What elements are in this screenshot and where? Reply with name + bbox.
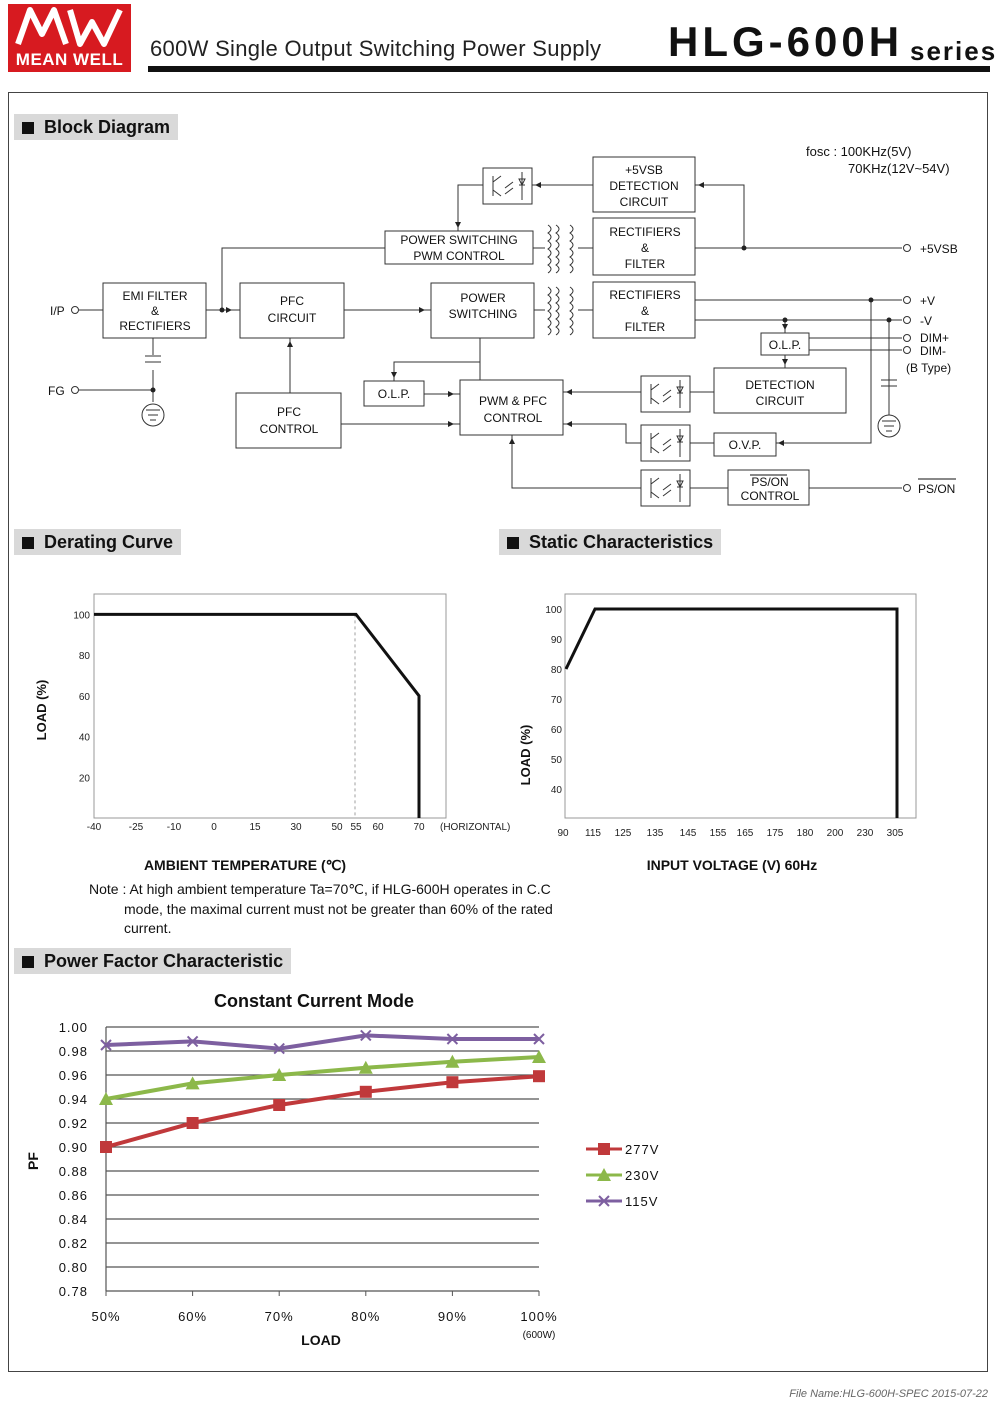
x-tick-label: 80%: [351, 1309, 381, 1324]
derating-note-line-3: current.: [124, 920, 172, 936]
derating-note-line-1: Note : At high ambient temperature Ta=70℃, if HLG-600H operates in C.C: [89, 881, 551, 897]
series-line: [106, 1035, 539, 1048]
x-tick-label: 200: [826, 828, 844, 839]
section-title: Derating Curve: [44, 532, 174, 552]
block-label-olp_in: O.L.P.: [377, 387, 411, 401]
x-tick-label: 90%: [437, 1309, 467, 1324]
block-label-ovp: O.V.P.: [728, 438, 762, 452]
y-tick-label: 60: [550, 725, 562, 736]
block-label-psw_pwm: POWER SWITCHING: [400, 233, 518, 247]
x-tick-label: -10: [166, 822, 182, 833]
series-115V: [101, 1030, 544, 1053]
block-label-vsb_det: DETECTION: [609, 179, 679, 193]
x-tick-label: 145: [679, 828, 697, 839]
x-tick-label: 90: [557, 828, 569, 839]
x-axis-label: LOAD: [301, 1332, 341, 1348]
data-point: [187, 1117, 199, 1129]
terminal-dim-minus: DIM-: [920, 344, 946, 358]
block-label-vsb_det: CIRCUIT: [619, 195, 669, 209]
y-tick-label: 0.92: [58, 1116, 88, 1131]
y-tick-label: 40: [550, 785, 562, 796]
x-tick-label: 15: [249, 822, 261, 833]
y-tick-label: 1.00: [58, 1020, 88, 1035]
bullet-square-icon: [22, 956, 34, 968]
terminal-dim-plus: DIM+: [920, 331, 950, 345]
terminal-btype: (B Type): [906, 361, 952, 375]
block-label-det: CIRCUIT: [755, 394, 805, 408]
y-tick-label: 0.82: [58, 1236, 88, 1251]
block-label-psw: SWITCHING: [448, 307, 518, 321]
plot-area: [565, 594, 916, 818]
block-label-rect1: &: [640, 241, 650, 255]
x-tick-label: 125: [614, 828, 632, 839]
x-tick-label: 50: [331, 822, 343, 833]
y-axis-label: LOAD (%): [34, 679, 49, 741]
y-tick-label: 0.94: [58, 1092, 88, 1107]
terminal-vneg: -V: [920, 314, 932, 328]
block-label-det: DETECTION: [745, 378, 815, 392]
y-tick-label: 0.88: [58, 1164, 88, 1179]
file-name-footer: File Name:HLG-600H-SPEC 2015-07-22: [789, 1388, 988, 1400]
x-tick-label: 0: [211, 822, 217, 833]
block-label-rect2: RECTIFIERS: [609, 288, 681, 302]
y-tick-label: 0.86: [58, 1188, 88, 1203]
legend-label: 277V: [625, 1142, 660, 1157]
terminal-ip: I/P: [50, 304, 65, 318]
x-tick-label: -25: [128, 822, 144, 833]
x-tick-label: 60: [372, 822, 384, 833]
y-tick-label: 100: [545, 605, 562, 616]
series-label: series: [910, 36, 998, 66]
block-label-pfc: PFC: [280, 294, 304, 308]
block-label-pson_ctrl: PS/ON: [751, 475, 789, 489]
y-tick-label: 90: [550, 635, 562, 646]
box-pfc-control: [236, 393, 341, 448]
block-label-rect2: &: [640, 304, 650, 318]
y-tick-label: 0.98: [58, 1044, 88, 1059]
x-tick-label: 70: [413, 822, 425, 833]
fosc-label-2: 70KHz(12V~54V): [848, 161, 950, 176]
y-tick-label: 70: [550, 695, 562, 706]
derating-note-line-2: mode, the maximal current must not be greater than 60% of the rated: [124, 901, 553, 917]
section-title: Static Characteristics: [529, 532, 714, 552]
derating-line: [94, 614, 419, 818]
y-tick-label: 40: [78, 732, 90, 744]
block-label-rect2: FILTER: [624, 320, 666, 334]
legend-item: [586, 1194, 658, 1209]
section-static-characteristics: [499, 529, 721, 555]
x-tick-label: 60%: [178, 1309, 208, 1324]
legend-item: [586, 1168, 659, 1183]
x-tick-label: 135: [646, 828, 664, 839]
x-tick-label: 115: [585, 828, 601, 839]
y-tick-label: 50: [550, 755, 562, 766]
y-tick-label: 0.90: [58, 1140, 88, 1155]
derating-chart: [0, 560, 520, 890]
block-diagram: [0, 0, 1000, 520]
block-label-pwm_pfc: PWM & PFC: [479, 394, 547, 408]
x-tick-label: 55: [350, 822, 362, 833]
block-label-pfc_ctrl: CONTROL: [259, 422, 319, 436]
chart-title: Constant Current Mode: [214, 991, 414, 1011]
block-label-pwm_pfc: CONTROL: [483, 411, 543, 425]
x-tick-note: (600W): [522, 1330, 556, 1341]
power-factor-chart: [0, 975, 720, 1355]
block-label-vsb_det: +5VSB: [625, 163, 663, 177]
document-subtitle: 600W Single Output Switching Power Supply: [150, 36, 602, 61]
terminal-pson: PS/ON: [918, 482, 956, 496]
block-label-emi: EMI FILTER: [122, 289, 188, 303]
x-tick-label: -40: [86, 822, 102, 833]
block-label-rect1: RECTIFIERS: [609, 225, 681, 239]
block-label-rect1: FILTER: [624, 257, 666, 271]
optocoupler-glyphs: [493, 172, 683, 502]
static-line: [566, 609, 897, 818]
block-label-pson_ctrl: CONTROL: [740, 489, 800, 503]
fosc-label-1: fosc : 100KHz(5V): [806, 144, 912, 159]
terminal-5vsb: +5VSB: [920, 242, 958, 256]
x-tick-label: 70%: [264, 1309, 294, 1324]
plot-area: [94, 594, 446, 818]
y-tick-label: 80: [550, 665, 562, 676]
y-tick-label: 0.84: [58, 1212, 88, 1227]
x-tick-label: 100%: [520, 1309, 558, 1324]
brand-name: MEAN WELL: [15, 50, 124, 69]
y-axis-label: LOAD (%): [518, 724, 533, 786]
data-point: [533, 1070, 545, 1082]
block-label-pfc: CIRCUIT: [267, 311, 317, 325]
data-point: [360, 1086, 372, 1098]
y-tick-label: 0.96: [58, 1068, 88, 1083]
y-tick-label: 60: [78, 691, 90, 703]
x-tick-label: 180: [796, 828, 814, 839]
x-axis-label: AMBIENT TEMPERATURE (℃): [143, 857, 347, 873]
y-tick-label: 80: [78, 651, 90, 663]
legend-label: 230V: [625, 1168, 660, 1183]
section-derating-curve: [14, 529, 181, 555]
section-power-factor: [14, 948, 291, 974]
block-label-emi: &: [150, 304, 160, 318]
terminal-vpos: +V: [920, 294, 936, 308]
x-tick-label: 155: [709, 828, 727, 839]
section-title: Power Factor Characteristic: [44, 951, 284, 971]
series-line: [106, 1057, 539, 1099]
static-chart: [500, 560, 990, 890]
bullet-square-icon: [507, 537, 519, 549]
y-axis-label: PF: [25, 1152, 41, 1170]
y-tick-label: 0.80: [58, 1260, 88, 1275]
section-title: Block Diagram: [44, 117, 171, 137]
x-tick-label: 50%: [91, 1309, 121, 1324]
x-tick-label: 165: [736, 828, 754, 839]
legend-item: [586, 1142, 659, 1157]
data-point: [446, 1076, 458, 1088]
y-tick-label: 0.78: [58, 1284, 88, 1299]
data-point: [273, 1099, 285, 1111]
terminal-fg: FG: [48, 384, 65, 398]
block-label-pfc_ctrl: PFC: [277, 405, 301, 419]
block-label-emi: RECTIFIERS: [119, 319, 191, 333]
y-tick-label: 100: [73, 610, 90, 622]
x-tick-label: 30: [290, 822, 302, 833]
x-tick-label: 230: [856, 828, 874, 839]
x-tick-label: 305: [886, 828, 904, 839]
bullet-square-icon: [22, 537, 34, 549]
block-label-olp_out: O.L.P.: [768, 338, 802, 352]
x-axis-label: INPUT VOLTAGE (V) 60Hz: [646, 857, 818, 873]
block-label-psw: POWER: [460, 291, 506, 305]
series-277V: [100, 1070, 545, 1153]
x-tick-label: 175: [766, 828, 784, 839]
x-tick-suffix: (HORIZONTAL): [440, 822, 511, 833]
y-tick-label: 20: [78, 773, 90, 785]
data-point: [100, 1141, 112, 1153]
legend-label: 115V: [625, 1194, 659, 1209]
block-label-psw_pwm: PWM CONTROL: [413, 249, 505, 263]
model-name: HLG-600H: [668, 18, 904, 65]
legend-marker: [598, 1143, 610, 1155]
